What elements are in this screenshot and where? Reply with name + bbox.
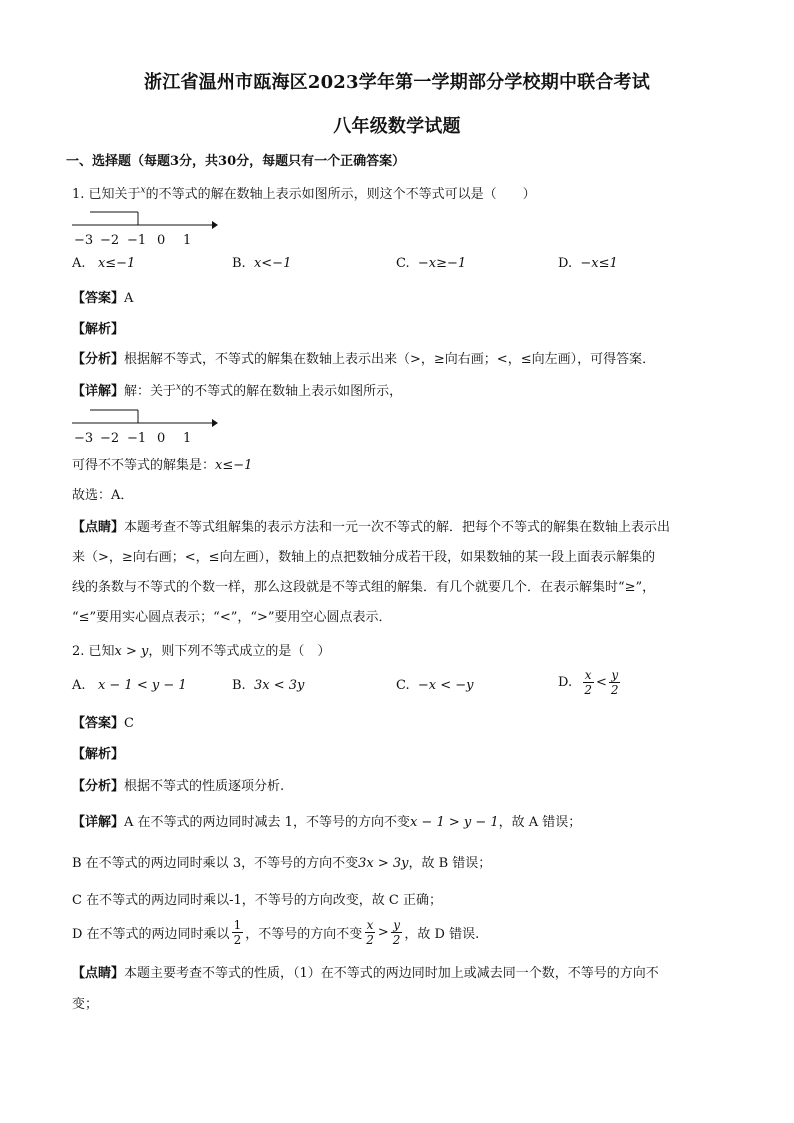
tick-label: −2 xyxy=(100,233,120,248)
option-expr: −x≥−1 xyxy=(417,256,467,271)
frac-den: 2 xyxy=(392,933,401,947)
q1-answer xyxy=(72,287,133,306)
q2-dianjing-l2: 变； xyxy=(72,997,99,1012)
page-subtitle: 八年级数学试题 xyxy=(333,116,461,137)
frac-op: < xyxy=(596,675,607,690)
line-text: D 在不等式的两边同时乘以 xyxy=(72,927,230,942)
line-text: B 在不等式的两边同时乘以 3，不等号的方向不变 xyxy=(72,856,359,871)
q1-option-a[interactable] xyxy=(72,256,135,271)
q1-number-line-2 xyxy=(70,404,220,446)
q1-stem-var: x xyxy=(140,185,146,196)
q2-option-a[interactable] xyxy=(72,678,187,693)
tick-label: −1 xyxy=(127,233,147,248)
xiangjie-tag: 【详解】 xyxy=(72,384,125,399)
line-text-end: ，故 A 错误； xyxy=(498,815,582,830)
answer-tag: 【答案】 xyxy=(72,291,125,306)
result-expr: x≤−1 xyxy=(215,458,253,473)
q2-xiangjie-c: C 在不等式的两边同时乘以-1，不等号的方向改变，故 C 正确； xyxy=(72,893,442,908)
xiangjie-var: x xyxy=(176,382,182,393)
dianjing-text: 本题主要考查不等式的性质，（1）在不等式的两边同时加上或减去同一个数，不等号的方向不 xyxy=(124,966,659,981)
frac-num: y xyxy=(611,668,619,682)
result-text: 可得不不等式的解集是： xyxy=(72,458,216,473)
frac-num: x xyxy=(584,668,592,682)
section-heading: 一、选择题（每题3分，共30分，每题只有一个正确答案） xyxy=(66,154,406,169)
q2-answer xyxy=(72,712,134,731)
q1-stem-b: 的不等式的解在数轴上表示如图所示，则这个不等式可以是（ ） xyxy=(145,187,536,202)
line-text-end: ，故 B 错误； xyxy=(408,856,492,871)
option-letter: D. xyxy=(558,256,573,271)
q2-xiangjie-b xyxy=(72,852,491,871)
frac-num: 1 xyxy=(233,918,242,932)
fenxi-tag: 【分析】 xyxy=(72,779,125,794)
q2-option-b[interactable] xyxy=(232,678,304,693)
q2-stem-b: ，则下列不等式成立的是（ ） xyxy=(148,644,331,659)
line-text: A 在不等式的两边同时减去 1，不等号的方向不变 xyxy=(124,815,410,830)
q1-xiangjie xyxy=(72,380,402,399)
option-expr: x − 1 < y − 1 xyxy=(97,678,187,693)
tick-label: −1 xyxy=(127,431,147,446)
fraction xyxy=(582,668,594,697)
line-text: ，不等号的方向不变 xyxy=(245,927,363,942)
xiangjie-b: 的不等式的解在数轴上表示如图所示， xyxy=(181,384,403,399)
xiangjie-tag: 【详解】 xyxy=(72,815,125,830)
line-expr: x − 1 > y − 1 xyxy=(409,815,499,830)
fenxi-text: 根据不等式的性质逐项分析. xyxy=(124,779,285,794)
option-expr: 3x < 3y xyxy=(253,678,305,693)
q2-dianjing-l1 xyxy=(72,962,659,981)
q1-analysis-tag: 【解析】 xyxy=(72,322,125,337)
line-expr: 3x > 3y xyxy=(358,856,409,871)
dianjing-text: 本题考查不等式组解集的表示方法和一元一次不等式的解．把每个不等式的解集在数轴上表示出 xyxy=(124,520,671,535)
q1-choice: 故选：A． xyxy=(72,488,134,503)
frac-den: 2 xyxy=(610,683,619,697)
q2-analysis-tag: 【解析】 xyxy=(72,747,125,762)
tick-label: −3 xyxy=(74,431,94,446)
page-title: 浙江省温州市瓯海区2023学年第一学期部分学校期中联合考试 xyxy=(144,72,650,93)
q2-option-d[interactable] xyxy=(558,668,623,697)
q1-stem xyxy=(72,183,536,202)
q2-fenxi xyxy=(72,775,284,794)
tick-label: 1 xyxy=(183,233,192,248)
xiangjie-a: 解：关于 xyxy=(124,384,177,399)
q2-xiangjie-a xyxy=(72,811,581,830)
option-letter: B. xyxy=(232,678,246,693)
q2-stem xyxy=(72,640,330,659)
option-expr: −x < −y xyxy=(417,678,474,693)
frac-den: 2 xyxy=(366,933,374,947)
q1-option-d[interactable] xyxy=(558,256,618,271)
tick-label: −2 xyxy=(100,431,120,446)
tick-label: −3 xyxy=(74,233,94,248)
q1-fenxi xyxy=(72,348,655,367)
q1-dianjing-l4: “≤”要用实心圆点表示；“<”，“>”要用空心圆点表示． xyxy=(72,610,392,625)
fraction xyxy=(609,668,621,697)
q1-option-c[interactable] xyxy=(396,256,466,271)
fenxi-tag: 【分析】 xyxy=(72,352,125,367)
q2-option-c[interactable] xyxy=(396,678,474,693)
q1-number-line xyxy=(70,206,220,248)
frac-den: 2 xyxy=(233,933,242,947)
tick-label: 1 xyxy=(183,431,192,446)
fraction xyxy=(364,918,376,947)
answer-tag: 【答案】 xyxy=(72,716,125,731)
option-letter: C. xyxy=(396,256,410,271)
q1-stem-a: 1. 已知关于 xyxy=(72,187,141,202)
option-letter: A. xyxy=(72,256,86,271)
option-letter: B. xyxy=(232,256,246,271)
option-expr: x<−1 xyxy=(253,256,292,271)
axis-arrow-icon xyxy=(212,221,218,229)
q2-stem-expr: x > y xyxy=(114,644,149,659)
option-letter: A. xyxy=(72,678,86,693)
q1-dianjing-l2: 来（>，≥向右画；<，≤向左画），数轴上的点把数轴分成若干段，如果数轴的某一段上面表示解集的 xyxy=(72,550,656,565)
dianjing-tag: 【点睛】 xyxy=(72,520,125,535)
q1-dianjing-l3: 线的条数与不等式的个数一样，那么这段就是不等式组的解集．有几个就要几个．在表示解集时“≥”， xyxy=(72,580,656,595)
fenxi-text: 根据解不等式，不等式的解集在数轴上表示出来（>，≥向右画；<，≤向左画），可得答案． xyxy=(124,352,656,367)
option-letter: D. xyxy=(558,675,573,690)
option-letter: C. xyxy=(396,678,410,693)
q1-option-b[interactable] xyxy=(232,256,291,271)
fraction xyxy=(391,918,403,947)
option-expr: −x≤1 xyxy=(580,256,618,271)
frac-num: y xyxy=(393,918,400,932)
q1-dianjing-l1 xyxy=(72,516,670,535)
option-expr: x≤−1 xyxy=(97,256,136,271)
line-text-end: ，故 D 错误. xyxy=(404,927,480,942)
axis-arrow-icon xyxy=(212,419,218,427)
answer-value: A xyxy=(124,291,134,306)
q2-stem-a: 2. 已知 xyxy=(72,644,115,659)
dianjing-tag: 【点睛】 xyxy=(72,966,125,981)
answer-value: C xyxy=(124,716,134,731)
tick-label: 0 xyxy=(157,431,166,446)
q1-result xyxy=(72,454,252,473)
frac-den: 2 xyxy=(584,683,592,697)
tick-label: 0 xyxy=(157,233,166,248)
q2-xiangjie-d xyxy=(72,918,479,947)
frac-op: > xyxy=(377,925,389,940)
frac-num: x xyxy=(366,918,374,932)
fraction xyxy=(232,918,244,947)
